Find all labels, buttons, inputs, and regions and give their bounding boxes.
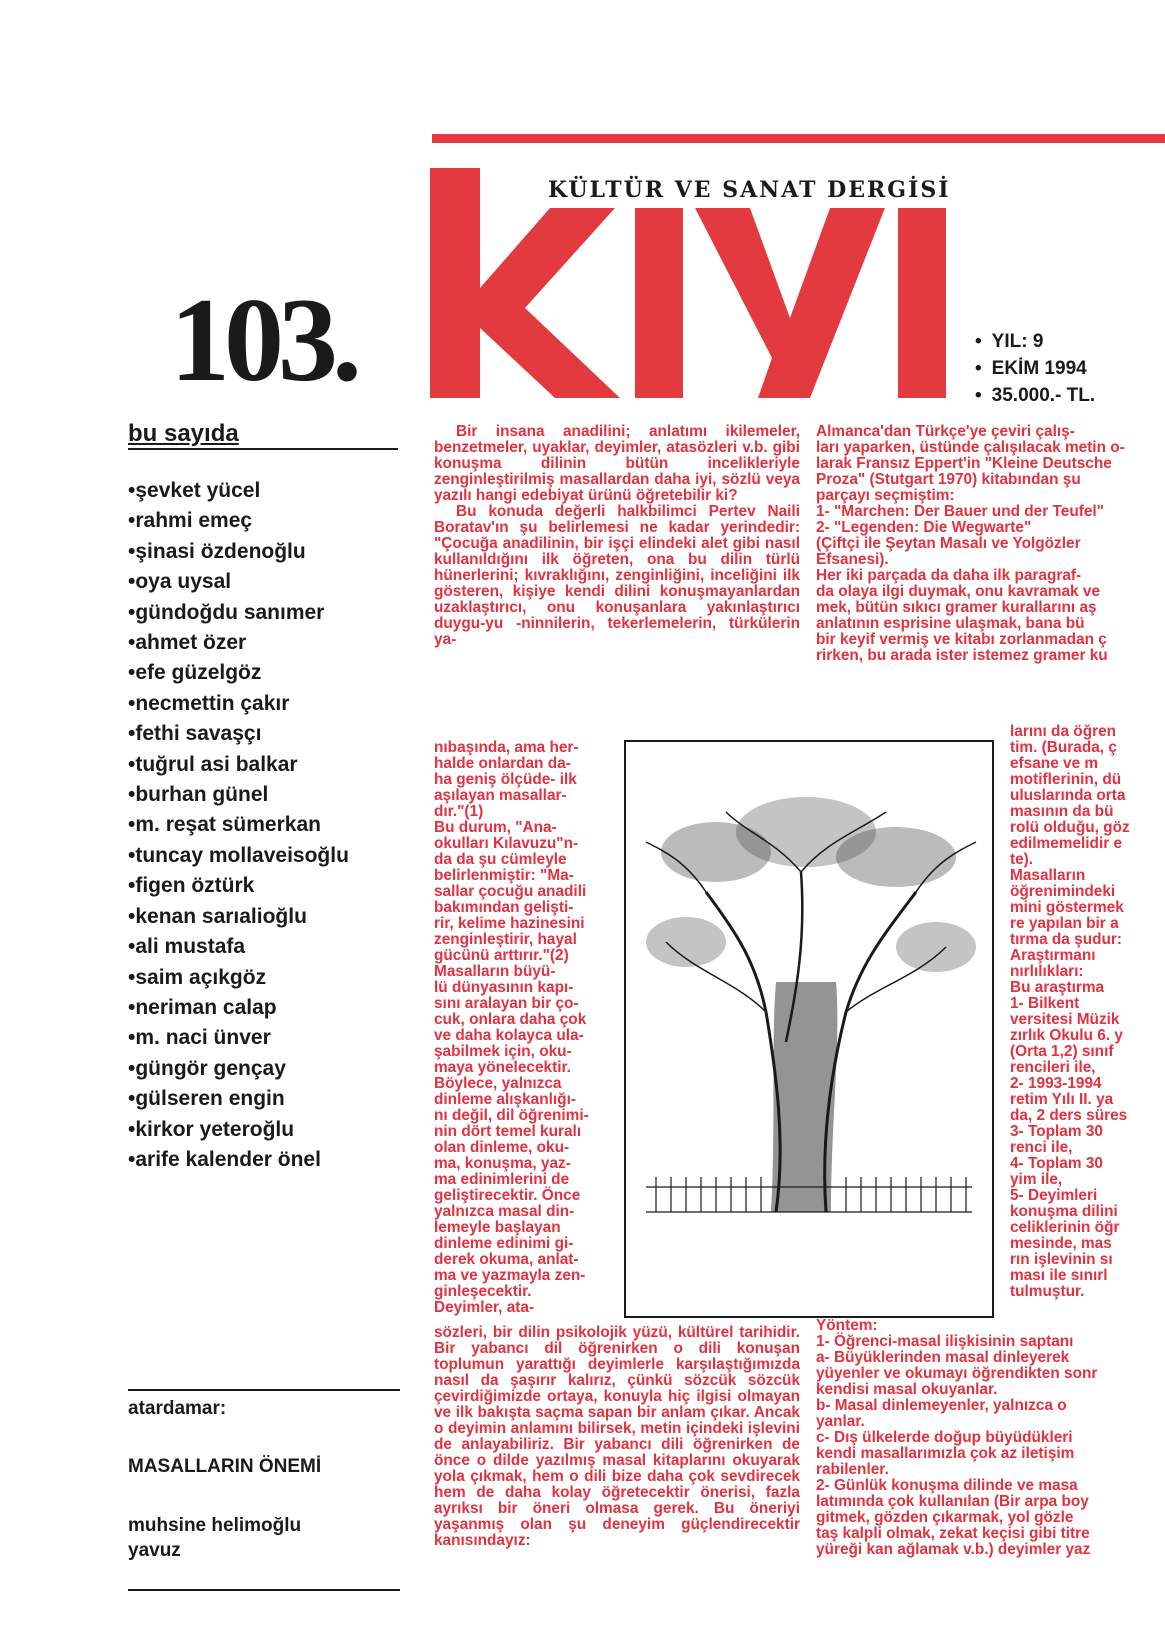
article-column2-narrow (1010, 724, 1165, 1300)
article-line: te). (1010, 851, 1034, 868)
sidebar-divider-top (128, 1389, 400, 1391)
article-line: yim ile, (1010, 1171, 1063, 1188)
contributor-item: • neriman calap (128, 993, 349, 1023)
article-line: 1- Bilkent (1010, 995, 1080, 1012)
article-line: ları yaparken, üstünde çalışılacak metin o- (816, 439, 1125, 456)
article-line: efsane ve m (1010, 755, 1099, 772)
article-line: rabilenler. (816, 1461, 889, 1478)
article-line: dinleme alışkanlığı- (434, 1091, 576, 1108)
contributor-item: • ali mustafa (128, 932, 349, 962)
article-line: belirlenmiştir: "Ma- (434, 867, 574, 884)
article-line: tırma da şudur: (1010, 931, 1123, 948)
contributor-item: • rahmi emeç (128, 506, 349, 536)
article-line: re yapılan bir a (1010, 915, 1119, 932)
article-line: yüreği kan ağlamak v.b.) deyimler yaz (816, 1541, 1091, 1558)
article-paragraph: Bu konuda değerli halkbilimci Pertev Naili Boratav'ın şu belirlemesi ne kadar yerindedir: "Çocuğa anadilinin, bir işçi elindeki alet gibi nasıl kullanıldığını ilk öğreten, ona bu dilin türlü hünerlerini; kıvraklığını, zenginliğini, inceliğini ilk gösteren, kişiye kendi dilini konuşmayanlardan uzaklaştırıcı, onu konuşanlara yakınlaştırıcı duygu-yu -ninnilerin, tekerlemelerin, türkülerin ya- (434, 503, 800, 648)
issue-date: • EKİM 1994 (975, 355, 1095, 382)
article-line: 2- Günlük konuşma dilinde ve masa (816, 1477, 1078, 1494)
article-line: yanlar. (816, 1413, 865, 1430)
contributor-item: • saim açıkgöz (128, 963, 349, 993)
article-line: nin dört temel kuralı (434, 1123, 582, 1140)
article-line: cuk, onlara daha çok (434, 1011, 587, 1028)
article-column1-narrow (434, 740, 612, 1316)
article-line: maya yönelecektir. (434, 1059, 571, 1076)
article-line: larak Fransız Eppert'in "Kleine Deutsche (816, 455, 1112, 472)
article-line: 4- Toplam 30 (1010, 1155, 1103, 1172)
article-line: motiflerinin, dü (1010, 771, 1122, 788)
article-line: ma, konuşma, yaz- (434, 1155, 571, 1172)
top-red-rule (432, 134, 1165, 143)
article-line: rın işlevinin sı (1010, 1251, 1113, 1268)
article-line: Almanca'dan Türkçe'ye çeviri çalış- (816, 424, 1075, 440)
contributor-item: • m. reşat sümerkan (128, 810, 349, 840)
issue-year: • YIL: 9 (975, 328, 1095, 355)
article-column2-intro (816, 424, 1165, 664)
article-line: mini göstermek (1010, 899, 1124, 916)
article-line: sını aralayan bir ço- (434, 995, 579, 1012)
tree-illustration-frame (624, 740, 994, 1318)
article-line: b- Masal dinlemeyenler, yalnızca o (816, 1397, 1067, 1414)
article-column2-method (816, 1318, 1165, 1558)
article-line: Araştırmanı (1010, 947, 1096, 964)
article-line: konuşma dilini (1010, 1203, 1118, 1220)
article-line: ginleşecektir. (434, 1283, 532, 1300)
article-line: rolü olduğu, göz (1010, 819, 1130, 836)
article-line: yalnızca masal din- (434, 1203, 575, 1220)
article-line: Deyimler, ata- (434, 1299, 535, 1316)
article-column1-intro (434, 424, 800, 648)
article-line: masının da bü (1010, 803, 1114, 820)
article-line: ve daha kolayca ula- (434, 1027, 584, 1044)
article-line: taş kalpli olmak, zekat keçisi gibi titre (816, 1525, 1090, 1542)
article-line: ha geniş ölçüde- ilk (434, 771, 577, 788)
article-line: şabilmek için, oku- (434, 1043, 572, 1060)
contributor-item: • tuğrul asi balkar (128, 750, 349, 780)
article-line: Yöntem: (816, 1318, 878, 1334)
article-line: tim. (Burada, ç (1010, 739, 1117, 756)
issue-price: • 35.000.- TL. (975, 382, 1095, 409)
article-line: mesinde, mas (1010, 1235, 1112, 1252)
article-line: Masalların (1010, 867, 1086, 884)
article-line: 2- "Legenden: Die Wegwarte" (816, 519, 1032, 536)
article-line: anlatının esprisine ulaşmak, bana bü (816, 615, 1085, 632)
article-line: (Orta 1,2) sınıf (1010, 1043, 1114, 1060)
contributor-item: • tuncay mollaveisoğlu (128, 841, 349, 871)
article-line: versitesi Müzik (1010, 1011, 1120, 1028)
article-line: Masalların büyü- (434, 963, 556, 980)
article-column1-continued (434, 1325, 800, 1549)
article-line: gitmek, gözden çıkarmak, yol gözle (816, 1509, 1074, 1526)
article-line: kendisi masal okuyanlar. (816, 1381, 998, 1398)
article-line: c- Dış ülkelerde doğup büyüdükleri (816, 1429, 1073, 1446)
contributor-item: • kirkor yeteroğlu (128, 1115, 349, 1145)
contributor-item: • gülseren engin (128, 1084, 349, 1114)
article-line: zenginleştirir, hayal (434, 931, 577, 948)
article-line: halde onlardan da- (434, 755, 571, 772)
article-line: rencileri ile, (1010, 1059, 1096, 1076)
contributor-item: • fethi savaşçı (128, 719, 349, 749)
article-line: aşılayan masallar- (434, 787, 567, 804)
article-line: edilmemelidir e (1010, 835, 1123, 852)
article-line: sallar çocuğu anadili (434, 883, 587, 900)
issue-info (975, 328, 1095, 409)
article-line: Bu araştırma (1010, 979, 1105, 996)
contributor-item: • şevket yücel (128, 476, 349, 506)
article-paragraph: sözleri, bir dilin psikolojik yüzü, kültürel tarihidir. Bir yabancı dil öğrenirken o dili konuşan toplumun yarattığı deyimlerle karşılaştığımızda nasıl da şaşırır kalırız, çünkü sözcük sözcük çevirdiğimizde ortaya, konuyla hiç ilgisi olmayan ve ilk bakışta saçma sapan bir anlam çıkar. Ancak o deyimin anlamını bilirsek, metin içindeki işlevini de anlayabiliriz. Bir yabancı dili öğrenirken de önce o dilde yazılmış masal kitaplarını okuyarak yola çıkmak, hem o dili bize daha çok sevdirecek hem de daha kolay öğretecektir önerisi, fazla ayrıksı bir öneri olmasa gerek. Bu öneriyi yaşanmış olan şu deneyim güçlendirecektir kanısındayız: (434, 1324, 800, 1549)
article-line: ma edinimlerini de (434, 1171, 570, 1188)
contributor-item: • burhan günel (128, 780, 349, 810)
article-author: muhsine helimoğlu yavuz (128, 1515, 302, 1561)
article-line: da olaya ilgi duymak, onu kavramak ve (816, 583, 1100, 600)
article-line: yüyenler ve okumayı öğrendikten sonr (816, 1365, 1098, 1382)
article-line: mek, bütün sıkıcı gramer kurallarını aş (816, 599, 1097, 616)
section-label: atardamar: (128, 1398, 227, 1419)
issue-number: 103. (170, 273, 356, 406)
article-line: Böylece, yalnızca (434, 1075, 562, 1092)
article-line: Efsanesi). (816, 551, 889, 568)
article-line: bir keyif vermiş ve kitabı zorlanmadan ç (816, 631, 1107, 648)
heading-divider (128, 448, 398, 450)
article-line: 1- "Marchen: Der Bauer und der Teufel" (816, 503, 1104, 520)
article-line: bakımından gelişti- (434, 899, 574, 916)
article-line: uluslarında orta (1010, 787, 1126, 804)
contributor-item: • m. naci ünver (128, 1023, 349, 1053)
contributor-item: • gündoğdu sanımer (128, 598, 349, 628)
article-line: öğrenimindeki (1010, 883, 1116, 900)
article-line: dinleme edinimi gi- (434, 1235, 574, 1252)
article-line: 3- Toplam 30 (1010, 1123, 1103, 1140)
article-line: Her iki parçada da daha ilk paragraf- (816, 567, 1082, 584)
contributor-item: • oya uysal (128, 567, 349, 597)
article-line: olan dinleme, oku- (434, 1139, 570, 1156)
article-line: okulları Kılavuzu"n- (434, 835, 579, 852)
article-line: celiklerinin öğr (1010, 1219, 1120, 1236)
article-line: retim Yılı II. ya (1010, 1091, 1114, 1108)
contributor-item: • efe güzelgöz (128, 658, 349, 688)
magazine-subtitle: KÜLTÜR VE SANAT DERGİSİ (548, 177, 951, 203)
contributor-item: • ahmet özer (128, 628, 349, 658)
article-line: kendi masallarımızla çok az iletişim (816, 1445, 1075, 1462)
article-line: tulmuştur. (1010, 1283, 1085, 1300)
article-line: zırlık Okulu 6. y (1010, 1027, 1123, 1044)
article-line: lü dünyasının kapı- (434, 979, 574, 996)
article-line: ması ile sınırl (1010, 1267, 1108, 1284)
tree-illustration (626, 742, 992, 1316)
article-line: Proza" (Stutgart 1970) kitabından şu (816, 471, 1081, 488)
article-line: dır."(1) (434, 803, 484, 820)
article-line: derek okuma, anlat- (434, 1251, 579, 1268)
article-line: lemeyle başlayan (434, 1219, 561, 1236)
article-line: 5- Deyimleri (1010, 1187, 1098, 1204)
contributor-item: • figen öztürk (128, 871, 349, 901)
contributor-item: • güngör gençay (128, 1054, 349, 1084)
contributor-item: • kenan sarıalioğlu (128, 902, 349, 932)
article-line: a- Büyüklerinden masal dinleyerek (816, 1349, 1070, 1366)
article-line: nı değil, dil öğrenimi- (434, 1107, 589, 1124)
article-line: da da şu cümleyle (434, 851, 567, 868)
article-paragraph: Bir insana anadilini; anlatımı ikilemeler, benzetmeler, uyaklar, deyimler, atasözleri v.b. gibi konuşma dilinin bütün incelikleriyle zenginleştirilmiş masallardan daha iyi, sözlü veya yazılı hangi edebiyat ürünü öğretebilir ki? (434, 423, 800, 504)
article-line: ma ve yazmayla zen- (434, 1267, 586, 1284)
article-line: da, 2 ders süres (1010, 1107, 1128, 1124)
article-line: nıbaşında, ama her- (434, 739, 579, 756)
article-line: 1- Öğrenci-masal ilişkisinin saptanı (816, 1333, 1074, 1350)
article-line: larını da öğren (1010, 724, 1117, 740)
contributor-item: • necmettin çakır (128, 689, 349, 719)
article-line: Bu durum, "Ana- (434, 819, 557, 836)
contributor-list (128, 476, 349, 1175)
article-line: rirken, bu arada ister istemez gramer ku (816, 647, 1108, 664)
article-line: rir, kelime hazinesini (434, 915, 585, 932)
contributor-item: • şinasi özdenoğlu (128, 537, 349, 567)
sidebar-divider-bottom (128, 1589, 400, 1591)
article-line: gücünü arttırır."(2) (434, 947, 569, 964)
article-line: parçayı seçmiştim: (816, 487, 955, 504)
article-line: nırlılıkları: (1010, 963, 1084, 980)
article-line: geliştirecektir. Önce (434, 1187, 581, 1204)
article-line: renci ile, (1010, 1139, 1073, 1156)
contributor-item: • arife kalender önel (128, 1145, 349, 1175)
article-line: latımında çok kullanılan (Bir arpa boy (816, 1493, 1089, 1510)
article-title: MASALLARIN ÖNEMİ (128, 1456, 322, 1477)
article-line: 2- 1993-1994 (1010, 1075, 1102, 1092)
contents-heading: bu sayıda (128, 420, 239, 447)
article-line: (Çiftçi ile Şeytan Masalı ve Yolgözler (816, 535, 1081, 552)
